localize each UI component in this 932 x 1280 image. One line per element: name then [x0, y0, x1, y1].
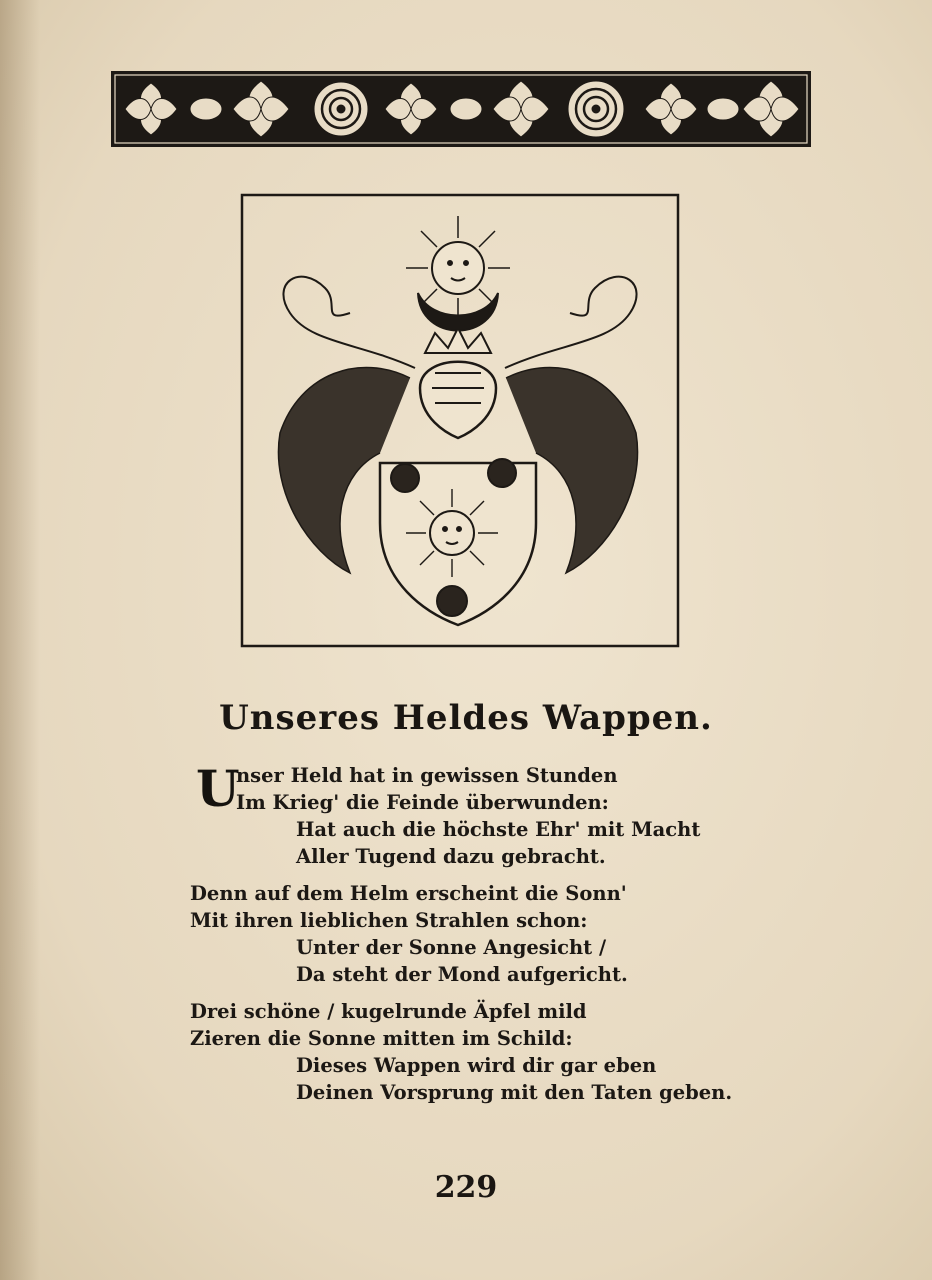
poem-line: Deinen Vorsprung mit den Taten geben. [296, 1081, 733, 1104]
floral-headpiece-ornament [111, 71, 811, 147]
drop-cap: U [196, 759, 240, 818]
poem-line: Im Krieg' die Feinde überwunden: [236, 791, 609, 814]
poem-line: Hat auch die höchste Ehr' mit Macht [296, 818, 701, 841]
poem-line: Dieses Wappen wird dir gar eben [296, 1054, 657, 1077]
coat-of-arms-illustration [240, 193, 680, 648]
poem-line: Denn auf dem Helm erscheint die Sonn' [190, 882, 627, 905]
poem-body [190, 759, 790, 1116]
poem-stanza-1 [190, 759, 790, 870]
poem-line: Aller Tugend dazu gebracht. [296, 845, 606, 868]
page-number: 229 [434, 1170, 498, 1205]
poem-stanza-3 [190, 998, 790, 1106]
poem-line: Unter der Sonne Angesicht / [296, 936, 607, 959]
poem-line: Zieren die Sonne mitten im Schild: [190, 1027, 573, 1050]
page-gutter-shadow [0, 0, 40, 1280]
poem-title: Unseres Heldes Wappen. [219, 698, 713, 738]
poem-line: Mit ihren lieblichen Strahlen schon: [190, 909, 588, 932]
poem-stanza-2 [190, 880, 790, 988]
poem-line: nser Held hat in gewissen Stunden [236, 764, 618, 787]
poem-line: Da steht der Mond aufgericht. [296, 963, 628, 986]
poem-line: Drei schöne / kugelrunde Äpfel mild [190, 1000, 587, 1023]
